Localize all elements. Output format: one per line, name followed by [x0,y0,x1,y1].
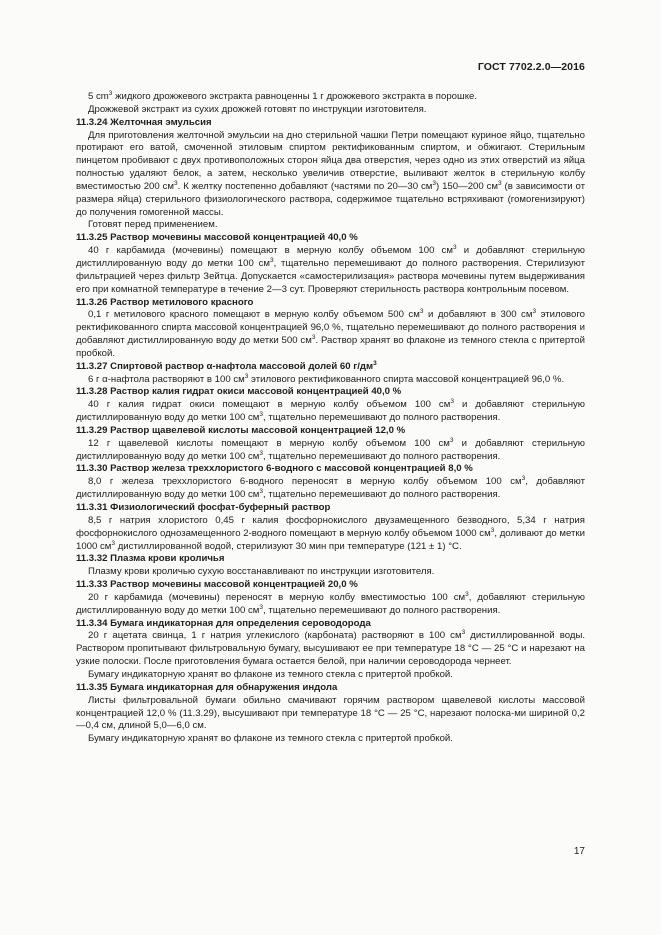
document-body [76,91,585,746]
paragraph: 5 $cm^3$ жидкого дрожжевого экстракта равноценны 1 г дрожжевого экстракта в порошке. [88,90,478,102]
section-heading: 11.3.30 Раствор железа треххлористого 6-водного с массовой концентрацией 8,0 % [76,463,473,475]
paragraph: 20 г карбамида (мочевины) переносят в мерную колбу вместимостью 100 $см^3$, добавляют стерильную дистиллированную воду до метки 100 $см^3$, тщательно перемешивают до полного растворения. [76,590,585,616]
paragraph: Готовят перед применением. [88,219,218,231]
section-heading: 11.3.33 Раствор мочевины массовой концентрацией 20,0 % [76,579,358,591]
section-heading: 11.3.24 Желточная эмульсия [76,116,212,128]
paragraph: Дрожжевой экстракт из сухих дрожжей готовят по инструкции изготовителя. [88,103,427,115]
section-heading: 11.3.28 Раствор калия гидрат окиси массовой концентрацией 40,0 % [76,386,402,398]
paragraph: Бумагу индикаторную хранят во флаконе из темного стекла с притертой пробкой. [88,733,453,745]
page-number: 17 [573,846,585,857]
section-heading: 11.3.34 Бумага индикаторная для определения сероводорода [76,617,371,629]
paragraph: 40 г калия гидрат окиси помещают в мерную колбу объемом 100 $см^3$ и добавляют стерильную дистиллированную воду до метки 100 $см^3$, тщательно перемешивают до полного растворения. [76,398,585,424]
paragraph: 0,1 г метилового красного помещают в мерную колбу объемом 500 $см^3$ и добавляют в 300 $см^3$ этилового ректификованного спирта массовой концентрацией 96,0 %, тщательно перемешивают до полного растворения и добавляют дистиллированную воду до метки 500 $см^3$. Раствор хранят во флаконе из темного стекла с притертой пробкой. [76,308,585,359]
section-heading: 11.3.26 Раствор метилового красного [76,296,254,308]
section-heading: 11.3.29 Раствор щавелевой кислоты массовой концентрацией 12,0 % [76,424,406,436]
paragraph: Для приготовления желточной эмульсии на дно стерильной чашки Петри помещают куриное яйцо, тщательно протирают его ватой, смоченной этиловым спиртом ректификованным спиртом, и обжигают. Стерильным пинцетом пробивают с двух противоположных сторон яйца два отверстия, через одно из этих отверстий из яйца полностью удаляют белок, а затем, несколько увеличив отверстие, выливают желток в стерильную колбу вместимостью 200 $см^3$. К желтку постепенно добавляют (частями по 20—30 $см^3$) 150—200 $см^3$ (в зависимости от размера яйца) стерильного физиологического раствора, содержимое тщательно встряхивают (гомогенизируют) до получения гомогенной массы. [76,129,585,218]
paragraph: 8,0 г железа треххлористого 6-водного переносят в мерную колбу объемом 100 $см^3$, добавляют дистиллированную воду до метки 100 $см^3$, тщательно перемешивают до полного растворения. [76,475,585,501]
paragraph: Листы фильтровальной бумаги обильно смачивают горячим раствором щавелевой кислоты массовой концентрацией 12,0 % (11.3.29), высушивают при температуре 18 °С — 25 °С, нарезают полоска-ми шириной 0,2—0,4 см, длиной 5,0—6,0 см. [76,694,585,732]
paragraph: Плазму крови кроличью сухую восстанавливают по инструкции изготовителя. [88,566,435,578]
paragraph: 8,5 г натрия хлористого 0,45 г калия фосфорнокислого двузамещенного безводного, 5,34 г натрия фосфорнокислого однозамещенного 2-водного помещают в мерную колбу объемом 1000 $см^3$, доливают до метки 1000 $см^3$ дистиллированной водой, стерилизуют 30 мин при температуре (121 ± 1) °С. [76,514,585,552]
paragraph: Бумагу индикаторную хранят во флаконе из темного стекла с притертой пробкой. [88,668,453,680]
section-heading: 11.3.25 Раствор мочевины массовой концентрацией 40,0 % [76,232,358,244]
section-heading: 11.3.27 Спиртовой раствор α-нафтола массовой долей 60 $г/дм^3$ [76,359,377,372]
paragraph: 12 г щавелевой кислоты помещают в мерную колбу объемом 100 $см^3$ и добавляют стерильную дистиллированную воду до метки 100 $см^3$, тщательно перемешивают до полного растворения. [76,436,585,462]
section-heading: 11.3.31 Физиологический фосфат-буферный раствор [76,502,331,513]
paragraph: 20 г ацетата свинца, 1 г натрия углекислого (карбоната) растворяют в 100 $см^3$ дистиллированной воды. Раствором пропитывают фильтровальную бумагу, высушивают ее при температуре 18 °С — 25 °С и нарезают на узкие полоски. После приготовления бумага остается белой, при наличии сероводорода чернеет. [76,629,586,668]
paragraph: 40 г карбамида (мочевины) помещают в мерную колбу объемом 100 $см^3$ и добавляют стерильную дистиллированную воду до метки 100 $см^3$, тщательно перемешивают до полного растворения. Стерилизуют фильтрацией через фильтр Зейтца. Допускается «самостерилизация» раствора мочевины путем выдерживания его при комнатной температуре в течение 2—3 сут. Проверяют стерильность раствора контрольным посевом. [76,244,585,295]
standard-code-header: ГОСТ 7702.2.0—2016 [477,61,585,73]
section-heading: 11.3.32 Плазма крови кроличья [76,553,225,565]
paragraph: 6 г α-нафтола растворяют в 100 $см^3$ этилового ректификованного спирта массовой концентрацией 96,0 %. [88,372,565,385]
section-heading: 11.3.35 Бумага индикаторная для обнаружения индола [76,681,338,693]
